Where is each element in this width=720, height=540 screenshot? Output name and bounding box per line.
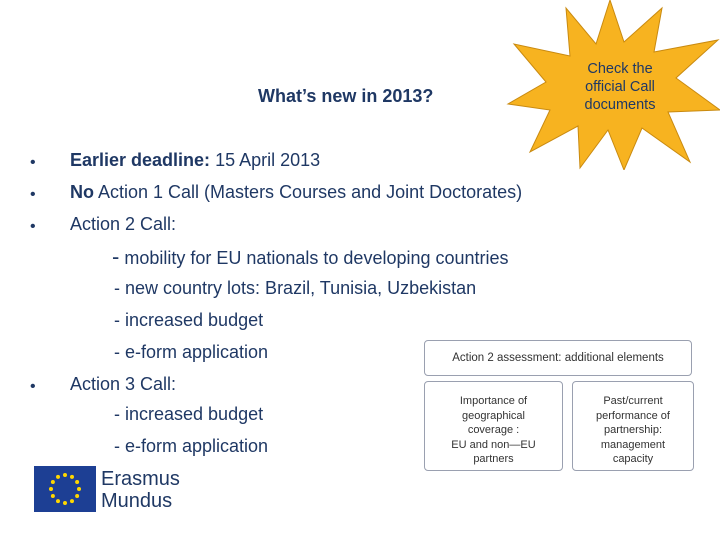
box-line: performance of	[596, 409, 670, 422]
sub-bullet-budget: - increased budget	[114, 310, 264, 330]
logo-line-1: Erasmus	[101, 468, 180, 490]
sub-bullet-country-lots: - new country lots: Brazil, Tunisia, Uzbekistan	[114, 278, 477, 298]
box-line: Past/current	[603, 395, 663, 407]
callout-line-1: Check the	[587, 61, 653, 77]
bullet-dot-icon: •	[30, 154, 36, 171]
slide-title: What’s new in 2013?	[258, 86, 434, 106]
callout-line-3: documents	[584, 97, 656, 113]
sub-bullet-text: mobility for EU nationals to developing countries	[119, 248, 509, 268]
bullet-action2: Action 2 Call:	[70, 214, 177, 234]
box-line: partners	[473, 453, 514, 465]
sub-bullet-budget-3: - increased budget	[114, 404, 264, 424]
sub-bullet-mobility	[112, 244, 509, 270]
box-line: geographical	[462, 409, 525, 422]
eu-star-icon	[75, 494, 79, 498]
box-line: coverage :	[467, 424, 520, 436]
assessment-box-performance	[572, 381, 694, 471]
box-line: management	[600, 438, 666, 451]
eu-flag-icon	[34, 466, 96, 512]
bullet-dot-icon: •	[30, 378, 36, 395]
eu-star-icon	[70, 475, 74, 479]
box-line: capacity	[612, 453, 654, 465]
assessment-box-coverage	[424, 381, 563, 471]
eu-star-icon	[49, 487, 53, 491]
eu-star-icon	[56, 475, 60, 479]
bullet-text: Action 1 Call (Masters Courses and Joint Doctorates)	[94, 182, 523, 202]
eu-star-icon	[56, 499, 60, 503]
eu-star-icon	[77, 487, 81, 491]
bullet-earlier-deadline	[70, 150, 320, 171]
box-line: Importance of	[459, 395, 528, 407]
assessment-header-box: Action 2 assessment: additional elements	[424, 340, 692, 376]
eu-star-icon	[51, 480, 55, 484]
eu-star-icon	[51, 494, 55, 498]
eu-star-icon	[75, 480, 79, 484]
bullet-action3: Action 3 Call:	[70, 374, 177, 394]
logo-line-2: Mundus	[101, 490, 173, 512]
callout-line-2: official Call	[585, 79, 655, 95]
erasmus-mundus-logo-text	[101, 468, 180, 512]
dash-mark: -	[112, 244, 120, 269]
sub-bullet-eform-3: - e-form application	[114, 436, 269, 456]
bullet-dot-icon: •	[30, 186, 36, 203]
eu-star-icon	[70, 499, 74, 503]
bullet-text: 15 April 2013	[210, 150, 321, 170]
box-line: EU and non—EU	[451, 438, 536, 451]
sub-bullet-eform: - e-form application	[114, 342, 269, 362]
bullet-dot-icon: •	[30, 218, 36, 235]
eu-star-icon	[63, 473, 67, 477]
bullet-no-action1	[70, 182, 522, 203]
bullet-bold-label: Earlier deadline:	[70, 150, 211, 170]
eu-star-icon	[63, 501, 67, 505]
bullet-bold-label: No	[70, 182, 94, 202]
box-line: partnership:	[603, 424, 663, 436]
